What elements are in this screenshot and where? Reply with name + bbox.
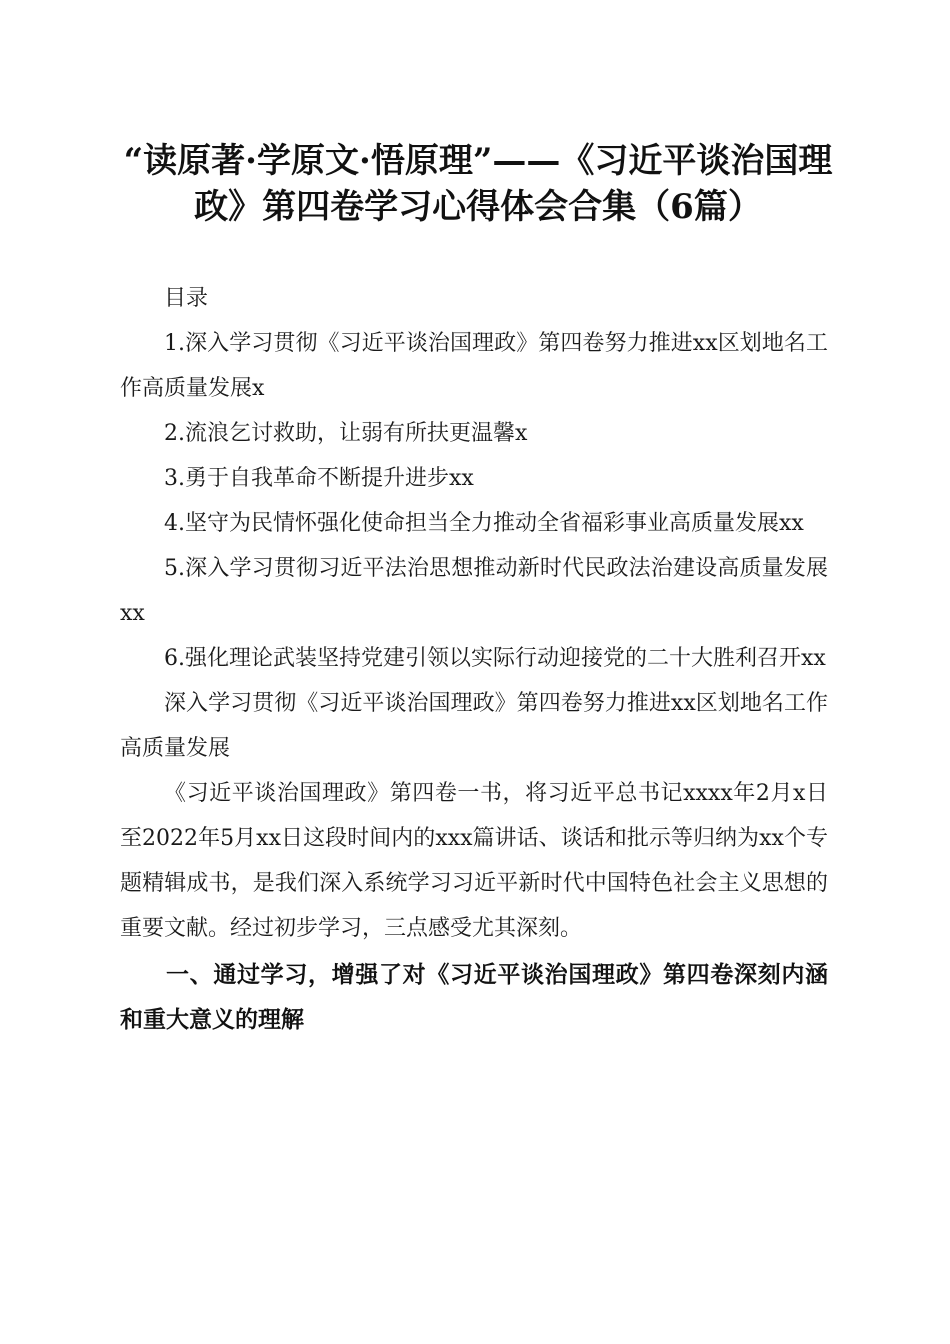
- article-title: 深入学习贯彻《习近平谈治国理政》第四卷努力推进xx区划地名工作高质量发展: [120, 691, 828, 761]
- toc-item-6: 6.强化理论武装坚持党建引领以实际行动迎接党的二十大胜利召开xx: [164, 646, 826, 671]
- section-heading-1: 一、通过学习，增强了对《习近平谈治国理政》第四卷深刻内涵和重大意义的理解: [120, 962, 828, 1033]
- toc-item-4: 4.坚守为民情怀强化使命担当全力推动全省福彩事业高质量发展xx: [164, 511, 804, 536]
- document-title: “读原著·学原文·悟原理”——《习近平谈治国理政》第四卷学习心得体会合集（6篇）: [123, 141, 833, 227]
- document-body: [120, 276, 828, 1043]
- toc-item-2: 2.流浪乞讨救助，让弱有所扶更温馨x: [164, 421, 528, 446]
- toc-item-5: 5.深入学习贯彻习近平法治思想推动新时代民政法治建设高质量发展xx: [120, 556, 828, 626]
- toc-item-3: 3.勇于自我革命不断提升进步xx: [164, 466, 474, 491]
- toc-heading: 目录: [164, 286, 209, 311]
- intro-paragraph: 《习近平谈治国理政》第四卷一书，将习近平总书记xxxx年2月x日至2022年5月xx日这段时间内的xxx篇讲话、谈话和批示等归纳为xx个专题精辑成书，是我们深入系统学习习近平新时代中国特色社会主义思想的重要文献。经过初步学习，三点感受尤其深刻。: [120, 781, 828, 941]
- toc-item-1: 1.深入学习贯彻《习近平谈治国理政》第四卷努力推进xx区划地名工作高质量发展x: [120, 331, 828, 401]
